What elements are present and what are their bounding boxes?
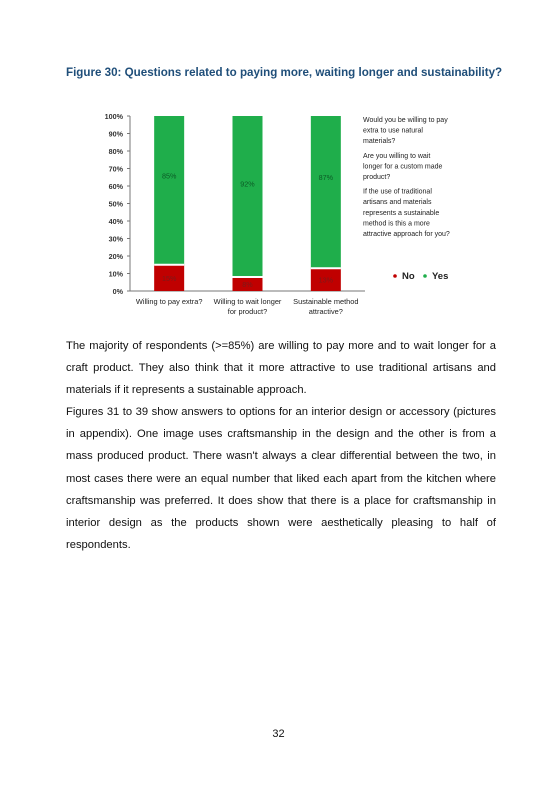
y-tick-label: 60% bbox=[108, 182, 123, 191]
y-tick-label: 100% bbox=[104, 112, 123, 121]
annotation-text: artisans and materials bbox=[363, 199, 432, 207]
figure-caption bbox=[66, 66, 502, 79]
y-tick-label: 70% bbox=[108, 164, 123, 174]
annotation-text: product? bbox=[363, 174, 391, 181]
bar-yes bbox=[154, 116, 184, 265]
annotation-text: represents a sustainable bbox=[363, 209, 440, 217]
bar-label-no: 15% bbox=[161, 273, 177, 283]
page-number: 32 bbox=[272, 728, 285, 740]
y-tick-label: 10% bbox=[108, 269, 123, 279]
bar-label-yes: 85% bbox=[161, 171, 177, 181]
bar-yes bbox=[311, 116, 341, 268]
category-label: Sustainable method bbox=[293, 297, 359, 306]
bar-label-no: 13% bbox=[318, 275, 334, 285]
paragraph-summary: The majority of respondents (>=85%) are willing to pay more and to wait longer for a craft product. They also think that it more attractive to use traditional artisans and materials if it represents a sustainable approach. bbox=[66, 340, 496, 397]
bar-label-no: 8% bbox=[242, 280, 253, 289]
bar-label-yes: 87% bbox=[318, 173, 334, 183]
y-tick-label: 50% bbox=[108, 199, 123, 209]
annotation-text: method is this a more bbox=[363, 220, 430, 228]
stacked-bar-chart bbox=[90, 105, 470, 325]
category-label: Willing to pay extra? bbox=[135, 297, 203, 306]
bar-label-yes: 92% bbox=[240, 179, 255, 189]
y-tick-label: 20% bbox=[108, 252, 123, 261]
paragraph-figures: Figures 31 to 39 show answers to options for an interior design or accessory (pictures in appendix). One image uses craftsmanship in the design and the other is from a mass produced product. There wasn't always a clear differential between the two, in most cases there were an equal number that liked each apart from the kitchen where craftsmanship was preferred. It does show that there is a place for craftsmanship in interior design as the products shown were aesthetically pleasing to half of respondents. bbox=[66, 406, 496, 552]
y-tick-label: 30% bbox=[108, 234, 123, 244]
legend-marker-yes bbox=[423, 274, 427, 278]
figure-title: Questions related to paying more, waiting longer and sustainability? bbox=[124, 66, 503, 79]
category-label: for product? bbox=[227, 307, 268, 316]
category-label: Willing to wait longer bbox=[213, 297, 282, 306]
annotation-text: attractive approach for you? bbox=[363, 231, 450, 238]
annotation-text: materials? bbox=[363, 138, 396, 146]
y-tick-label: 90% bbox=[108, 129, 123, 139]
annotation-text: Are you willing to wait bbox=[363, 152, 431, 160]
category-label: attractive? bbox=[308, 307, 343, 316]
legend-marker-no bbox=[393, 274, 397, 278]
annotation-text: extra to use natural bbox=[363, 127, 423, 135]
bar-yes bbox=[233, 116, 263, 277]
y-tick-label: 0% bbox=[112, 287, 123, 296]
annotation-text: Would you be willing to pay bbox=[363, 117, 448, 124]
y-tick-label: 80% bbox=[108, 147, 123, 156]
annotation-text: If the use of traditional bbox=[363, 188, 432, 196]
annotation-text: longer for a custom made bbox=[363, 163, 443, 171]
y-tick-label: 40% bbox=[108, 217, 123, 226]
legend-label-yes: Yes bbox=[432, 271, 449, 282]
legend-label-no: No bbox=[402, 271, 415, 282]
figure-label: Figure 30: bbox=[66, 66, 122, 79]
